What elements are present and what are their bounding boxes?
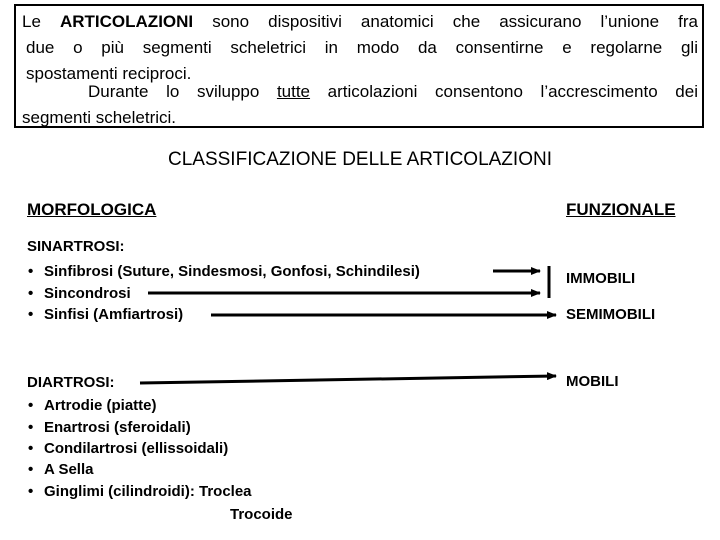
term-articolazioni: ARTICOLAZIONI [59,12,194,31]
list-item: • Artrodie (piatte) [28,397,157,414]
list-item: • Sinfisi (Amfiartrosi) [28,306,184,323]
list-item: • A Sella [28,461,94,478]
list-item: • Enartrosi (sferoidali) [28,419,191,436]
intro-line-3: spostamenti reciproci. [26,64,192,83]
diartrosi-label: DIARTROSI: [27,374,115,391]
page-title: CLASSIFICAZIONE DELLE ARTICOLAZIONI [168,149,552,170]
functional-immobili: IMMOBILI [566,270,636,287]
heading-funzionale: FUNZIONALE [566,200,676,219]
heading-morfologica: MORFOLOGICA [27,200,157,219]
functional-mobili: MOBILI [566,373,619,390]
list-item: • Condilartrosi (ellissoidali) [28,440,229,457]
underlined-word: tutte [276,82,311,101]
intro-line-2: due o più segmenti scheletrici in modo da consentirne e regolarne gli [26,38,698,57]
list-item: • Sinfibrosi (Suture, Sindesmosi, Gonfosi, Schindilesi) [28,263,420,280]
list-item: • Sincondrosi [28,285,131,302]
sinartrosi-label: SINARTROSI: [27,238,125,255]
intro-line-4: Durante lo sviluppo tutte articolazioni consentono l’accrescimento dei [88,82,698,101]
list-item: • Ginglimi (cilindroidi): Troclea [28,483,252,500]
intro-line-1: Le ARTICOLAZIONI sono dispositivi anatomici che assicurano l’unione fra [22,12,698,31]
intro-line-5: segmenti scheletrici. [22,108,177,127]
functional-semimobili: SEMIMOBILI [566,306,656,323]
arrow-diartrosi [140,376,556,383]
list-item-continuation: Trocoide [230,506,293,523]
